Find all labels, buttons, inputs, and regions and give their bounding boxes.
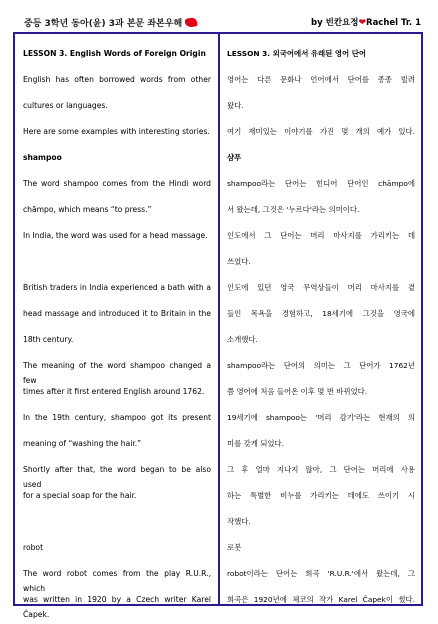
english-heading: LESSON 3. English Words of Foreign Origin <box>23 49 206 58</box>
english-line: British traders in India experienced a bath with a <box>23 283 211 292</box>
author-prefix: by 빈칸요정 <box>311 18 359 28</box>
red-blob-icon <box>185 17 198 28</box>
korean-line: 로봇 <box>227 543 242 552</box>
korean-heading: 샴푸 <box>227 153 242 162</box>
korean-line: robot이라는 단어는 희곡 'R.U.R.'에서 왔는데, 그 <box>227 569 415 578</box>
korean-line: 서 왔는데, 그것은 '누르다'라는 의미이다. <box>227 205 360 214</box>
english-line: Shortly after that, the word began to be also used <box>23 465 211 489</box>
english-line: The word shampoo comes from the Hindi word <box>23 179 211 188</box>
heart-icon: ❤ <box>358 18 367 28</box>
korean-line: 하는 특별한 비누를 가리키는 데에도 쓰이기 시 <box>227 491 415 500</box>
english-line: In the 19th century, shampoo got its present <box>23 413 211 422</box>
english-line: The meaning of the word shampoo changed a few <box>23 361 211 385</box>
english-line: robot <box>23 543 44 552</box>
korean-line: 왔다. <box>227 101 244 110</box>
english-spacer <box>23 254 211 280</box>
korean-line: 희곡은 1920년에 체코의 작가 Karel Čapek이 썼다. <box>227 595 415 604</box>
korean-line: 19세기에 shampoo는 '머리 감기'라는 현재의 의 <box>227 413 415 422</box>
content-box <box>13 32 423 619</box>
worksheet-page <box>13 11 427 619</box>
english-line: was written in 1920 by a Czech writer Karel Čapek. <box>23 595 211 619</box>
english-column <box>23 46 211 618</box>
korean-line: 쓰였다. <box>227 257 251 266</box>
english-line: for a special soap for the hair. <box>23 491 137 500</box>
english-line: In India, the word was used for a head massage. <box>23 231 208 240</box>
english-line: cultures or languages. <box>23 101 108 110</box>
worksheet-title <box>24 16 197 29</box>
english-line: times after it first entered English around 1762. <box>23 387 205 396</box>
korean-line: 인도에 있던 영국 무역상들이 머리 마사지를 곁 <box>227 283 415 292</box>
english-line: head massage and introduced it to Britain in the <box>23 309 211 318</box>
korean-line: 쯤 영어에 처음 들어온 이후 몇 번 바뀌었다. <box>227 387 368 396</box>
english-line: Here are some examples with interesting stories. <box>23 127 210 136</box>
korean-line: 작했다. <box>227 517 251 526</box>
worksheet-title-text: 중등 3학년 동아(윤) 3과 본문 좌본우해 <box>24 19 183 29</box>
author-suffix: Rachel Tr. 1 <box>366 18 421 28</box>
english-spacer <box>23 514 211 540</box>
english-line: The word robot comes from the play R.U.R., which <box>23 569 211 593</box>
english-line: 18th century. <box>23 335 74 344</box>
korean-line: 여기 재미있는 이야기를 가진 몇 개의 예가 있다. <box>227 127 415 136</box>
page-header <box>13 11 427 33</box>
english-line: meaning of “washing the hair.” <box>23 439 142 448</box>
korean-line: shampoo라는 단어의 의미는 그 단어가 1762년 <box>227 361 415 370</box>
korean-line: 들인 목욕을 경험하고, 18세기에 그것을 영국에 <box>227 309 415 318</box>
column-divider <box>218 34 220 604</box>
english-line: chāmpo, which means “to press.” <box>23 205 152 214</box>
korean-line: shampoo라는 단어는 힌디어 단어인 chāmpo에 <box>227 179 415 188</box>
korean-line: 소개했다. <box>227 335 258 344</box>
korean-heading: LESSON 3. 외국어에서 유래된 영어 단어 <box>227 49 367 58</box>
korean-column <box>227 46 415 618</box>
korean-line: 인도에서 그 단어는 머리 마사지를 가리키는 데 <box>227 231 415 240</box>
korean-line: 영어는 다른 문화나 언어에서 단어를 종종 빌려 <box>227 75 415 84</box>
author-credit <box>311 16 421 28</box>
korean-line: 미를 갖게 되었다. <box>227 439 285 448</box>
english-line: English has often borrowed words from other <box>23 75 211 84</box>
english-heading: shampoo <box>23 153 62 162</box>
korean-line: 그 후 얼마 지나지 않아, 그 단어는 머리에 사용 <box>227 465 415 474</box>
